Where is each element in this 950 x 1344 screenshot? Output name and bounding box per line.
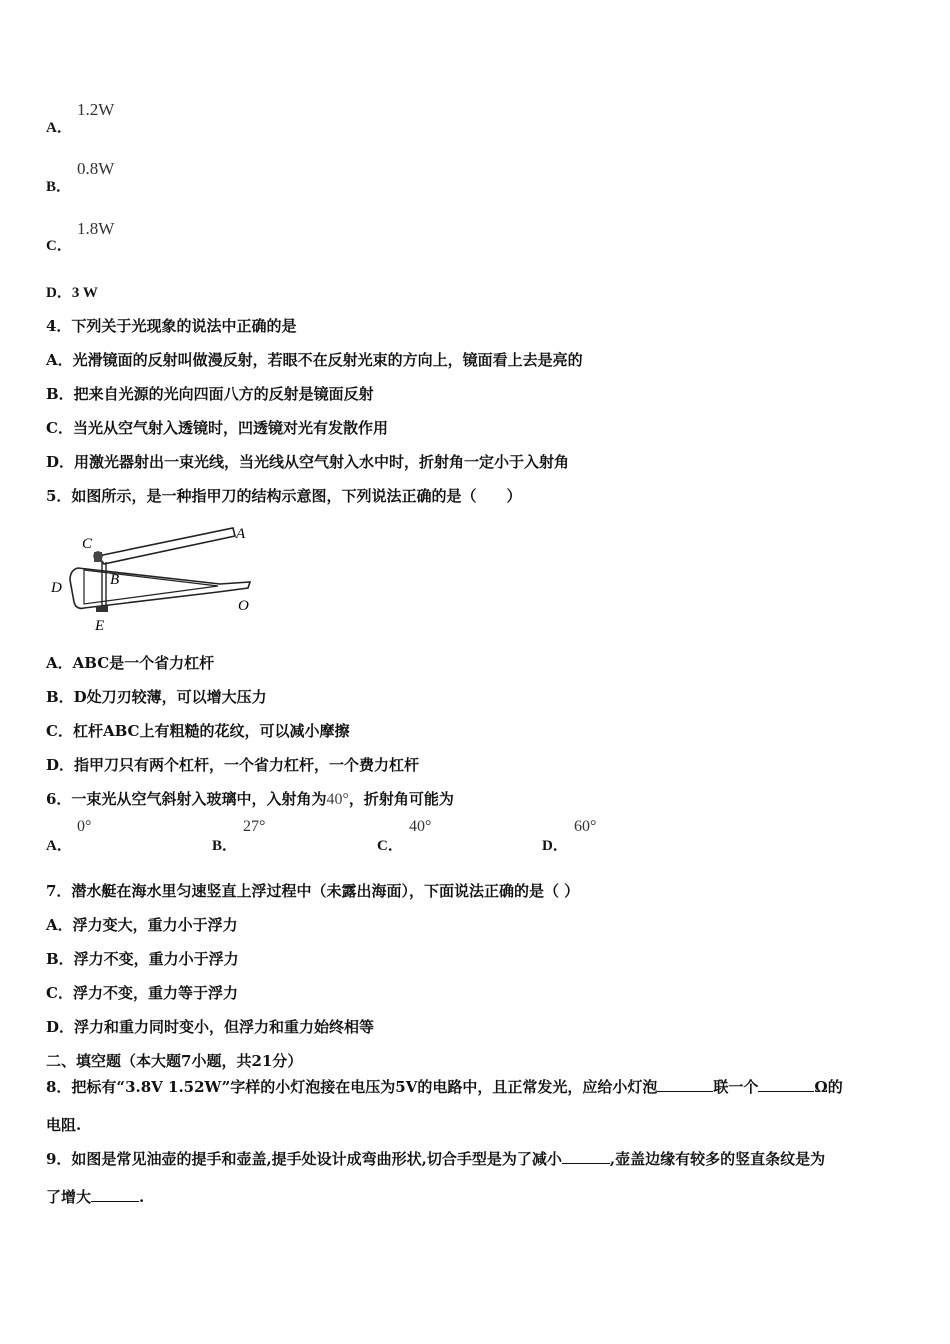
q8-part3: Ω的 <box>814 1078 843 1096</box>
q7-option-c[interactable]: C．浮力不变，重力等于浮力 <box>46 984 238 1002</box>
q3-option-b-value: 0.8W <box>77 159 115 178</box>
q6-option-a-value: 0° <box>77 818 92 835</box>
figure-label-o: O <box>238 598 249 614</box>
option-label: A． <box>46 120 72 136</box>
q7-stem: 7．潜水艇在海水里匀速竖直上浮过程中（未露出海面），下面说法正确的是（ ） <box>46 882 580 900</box>
q8-line2: 电阻. <box>46 1116 82 1134</box>
q3-option-c-value: 1.8W <box>77 219 115 238</box>
nail-clipper-diagram <box>48 518 258 636</box>
q4-option-d[interactable]: D．用激光器射出一束光线，当光线从空气射入水中时，折射角一定小于入射角 <box>46 453 570 471</box>
q6-stem <box>46 788 454 809</box>
q5-option-b[interactable]: B．D处刀刃较薄，可以增大压力 <box>46 688 267 706</box>
q4-stem: 4．下列关于光现象的说法中正确的是 <box>46 317 297 335</box>
q9-line2b: . <box>139 1188 145 1206</box>
q6-stem-after: ，折射角可能为 <box>348 790 454 808</box>
option-label: B． <box>212 838 238 854</box>
q9-line1 <box>46 1148 825 1169</box>
q7-option-d[interactable]: D．浮力和重力同时变小，但浮力和重力始终相等 <box>46 1018 375 1036</box>
q8-blank-connection[interactable] <box>657 1077 713 1092</box>
q6-option-b-value: 27° <box>243 818 266 835</box>
q3-option-a[interactable] <box>46 116 72 137</box>
q8-part1: 8．把标有“3.8V 1.52W”字样的小灯泡接在电压为5V的电路中，且正常发光，应给小灯泡 <box>46 1078 658 1096</box>
q5-stem: 5．如图所示，是一种指甲刀的结构示意图，下列说法正确的是（ ） <box>46 487 522 505</box>
q7-option-a[interactable]: A．浮力变大，重力小于浮力 <box>46 916 238 934</box>
option-label: D． <box>46 285 72 301</box>
q9-blank-2[interactable] <box>91 1187 139 1202</box>
q4-option-c[interactable]: C．当光从空气射入透镜时，凹透镜对光有发散作用 <box>46 419 388 437</box>
q8-line1 <box>46 1076 843 1097</box>
q4-option-b[interactable]: B．把来自光源的光向四面八方的反射是镜面反射 <box>46 385 374 403</box>
q5-option-d[interactable]: D．指甲刀只有两个杠杆，一个省力杠杆，一个费力杠杆 <box>46 756 420 774</box>
q3-option-a-value: 1.2W <box>77 100 115 119</box>
q9-blank-1[interactable] <box>562 1149 610 1164</box>
q3-option-d[interactable] <box>46 281 98 302</box>
figure-label-d: D <box>51 580 62 596</box>
section-heading: 二、填空题（本大题7小题，共21分） <box>46 1052 303 1070</box>
q6-stem-before: 6．一束光从空气斜射入玻璃中，入射角为 <box>46 790 327 808</box>
q6-option-c-value: 40° <box>409 818 432 835</box>
option-label: C． <box>46 238 72 254</box>
q5-option-a[interactable]: A．ABC是一个省力杠杆 <box>46 654 215 672</box>
q9-part1: 9．如图是常见油壶的提手和壶盖,提手处设计成弯曲形状,切合手型是为了减小 <box>46 1150 562 1168</box>
q6-option-d[interactable] <box>542 834 568 855</box>
q6-option-c[interactable] <box>377 834 403 855</box>
option-label: B． <box>46 179 72 195</box>
option-label: D． <box>542 838 568 854</box>
q3-option-c[interactable] <box>46 234 72 255</box>
q8-part2: 联一个 <box>713 1078 759 1096</box>
q8-blank-resistance[interactable] <box>758 1077 814 1092</box>
q6-incident-angle: 40° <box>326 791 349 808</box>
figure-label-e: E <box>95 618 105 634</box>
q3-option-b[interactable] <box>46 175 71 196</box>
q5-option-c[interactable]: C．杠杆ABC上有粗糙的花纹，可以减小摩擦 <box>46 722 350 740</box>
q6-option-b[interactable] <box>212 834 237 855</box>
q6-option-d-value: 60° <box>574 818 597 835</box>
q9-line2a: 了增大 <box>46 1188 92 1206</box>
figure-label-a: A <box>236 526 246 542</box>
option-label: C． <box>377 838 403 854</box>
option-value: 3 W <box>71 285 98 301</box>
option-label: A． <box>46 838 72 854</box>
q7-option-b[interactable]: B．浮力不变，重力小于浮力 <box>46 950 239 968</box>
q4-option-a[interactable]: A．光滑镜面的反射叫做漫反射，若眼不在反射光束的方向上，镜面看上去是亮的 <box>46 351 583 369</box>
figure-label-c: C <box>82 536 93 552</box>
q9-part2: ,壶盖边缘有较多的竖直条纹是为 <box>609 1150 826 1168</box>
figure-label-b: B <box>110 572 120 588</box>
q6-option-a[interactable] <box>46 834 72 855</box>
q9-line2 <box>46 1186 144 1207</box>
